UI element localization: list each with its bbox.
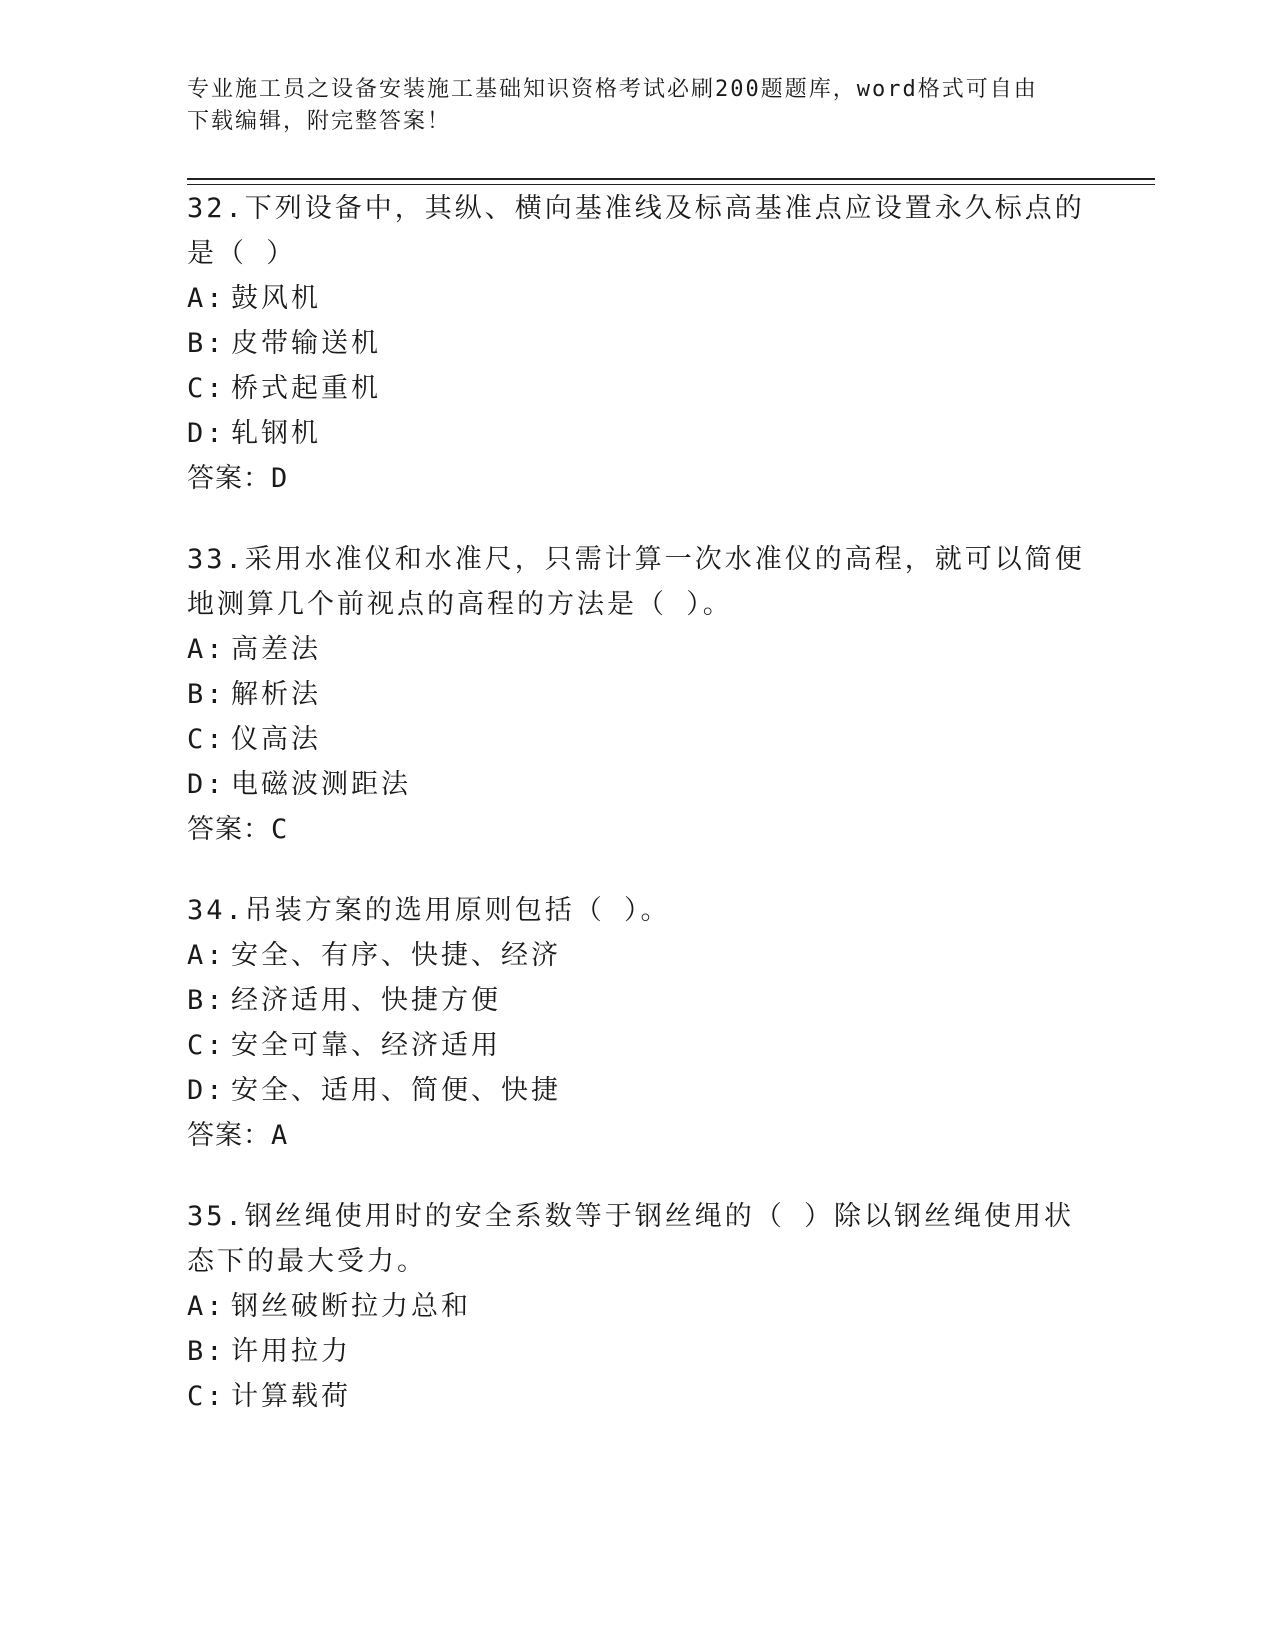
question-stem: 33.采用水准仪和水准尺，只需计算一次水准仪的高程，就可以简便地测算几个前视点的高程的方法是（ ）。: [187, 544, 1085, 620]
header-divider-thick: [187, 178, 1155, 180]
option-label: D:: [187, 1075, 226, 1106]
option-label: C:: [187, 724, 226, 755]
option-text: 安全、适用、简便、快捷: [231, 1075, 561, 1106]
option-text: 钢丝破断拉力总和: [231, 1291, 471, 1322]
option-text: 安全、有序、快捷、经济: [231, 940, 561, 971]
question-32: [187, 186, 1087, 501]
question-35: [187, 1194, 1087, 1419]
header-divider-thin: [187, 184, 1155, 185]
option-label: B:: [187, 1336, 226, 1367]
option-d: [187, 1068, 1087, 1113]
option-label: D:: [187, 418, 226, 449]
option-label: C:: [187, 1030, 226, 1061]
option-a: [187, 933, 1087, 978]
question-34: [187, 888, 1087, 1158]
option-b: [187, 978, 1087, 1023]
answer-value: C: [271, 814, 289, 845]
option-c: [187, 1023, 1087, 1068]
question-stem: 35.钢丝绳使用时的安全系数等于钢丝绳的（ ）除以钢丝绳使用状态下的最大受力。: [187, 1201, 1075, 1277]
option-text: 计算载荷: [231, 1381, 351, 1412]
question-33: [187, 537, 1087, 852]
option-a: [187, 627, 1087, 672]
question-stem: 32.下列设备中，其纵、横向基准线及标高基准点应设置永久标点的是（ ）: [187, 193, 1085, 269]
option-label: C:: [187, 373, 226, 404]
option-c: [187, 366, 1087, 411]
option-label: A:: [187, 1291, 226, 1322]
option-label: A:: [187, 940, 226, 971]
question-list: [187, 186, 1087, 1455]
option-text: 经济适用、快捷方便: [231, 985, 501, 1016]
option-a: [187, 276, 1087, 321]
option-label: B:: [187, 679, 226, 710]
answer-label: 答案：: [187, 814, 271, 845]
document-header: [187, 74, 1087, 138]
option-text: 皮带输送机: [231, 328, 381, 359]
answer-label: 答案：: [187, 1120, 271, 1151]
answer-value: A: [271, 1120, 289, 1151]
option-a: [187, 1284, 1087, 1329]
option-text: 仪高法: [231, 724, 321, 755]
option-label: B:: [187, 328, 226, 359]
option-b: [187, 1329, 1087, 1374]
question-stem: 34.吊装方案的选用原则包括（ ）。: [187, 895, 671, 926]
option-b: [187, 672, 1087, 717]
option-text: 桥式起重机: [231, 373, 381, 404]
option-label: D:: [187, 769, 226, 800]
option-text: 轧钢机: [231, 418, 321, 449]
option-d: [187, 762, 1087, 807]
option-d: [187, 411, 1087, 456]
option-text: 电磁波测距法: [231, 769, 411, 800]
option-c: [187, 1374, 1087, 1419]
header-line-2: 下载编辑，附完整答案！: [187, 109, 452, 134]
option-c: [187, 717, 1087, 762]
option-text: 鼓风机: [231, 283, 321, 314]
option-label: A:: [187, 634, 226, 665]
option-b: [187, 321, 1087, 366]
answer-label: 答案：: [187, 463, 271, 494]
answer-line: [187, 1113, 1087, 1158]
option-label: B:: [187, 985, 226, 1016]
answer-line: [187, 456, 1087, 501]
option-text: 许用拉力: [231, 1336, 351, 1367]
option-label: A:: [187, 283, 226, 314]
header-line-1: 专业施工员之设备安装施工基础知识资格考试必刷200题题库，word格式可自由: [187, 77, 1038, 102]
option-label: C:: [187, 1381, 226, 1412]
option-text: 安全可靠、经济适用: [231, 1030, 501, 1061]
answer-value: D: [271, 463, 289, 494]
answer-line: [187, 807, 1087, 852]
option-text: 高差法: [231, 634, 321, 665]
option-text: 解析法: [231, 679, 321, 710]
